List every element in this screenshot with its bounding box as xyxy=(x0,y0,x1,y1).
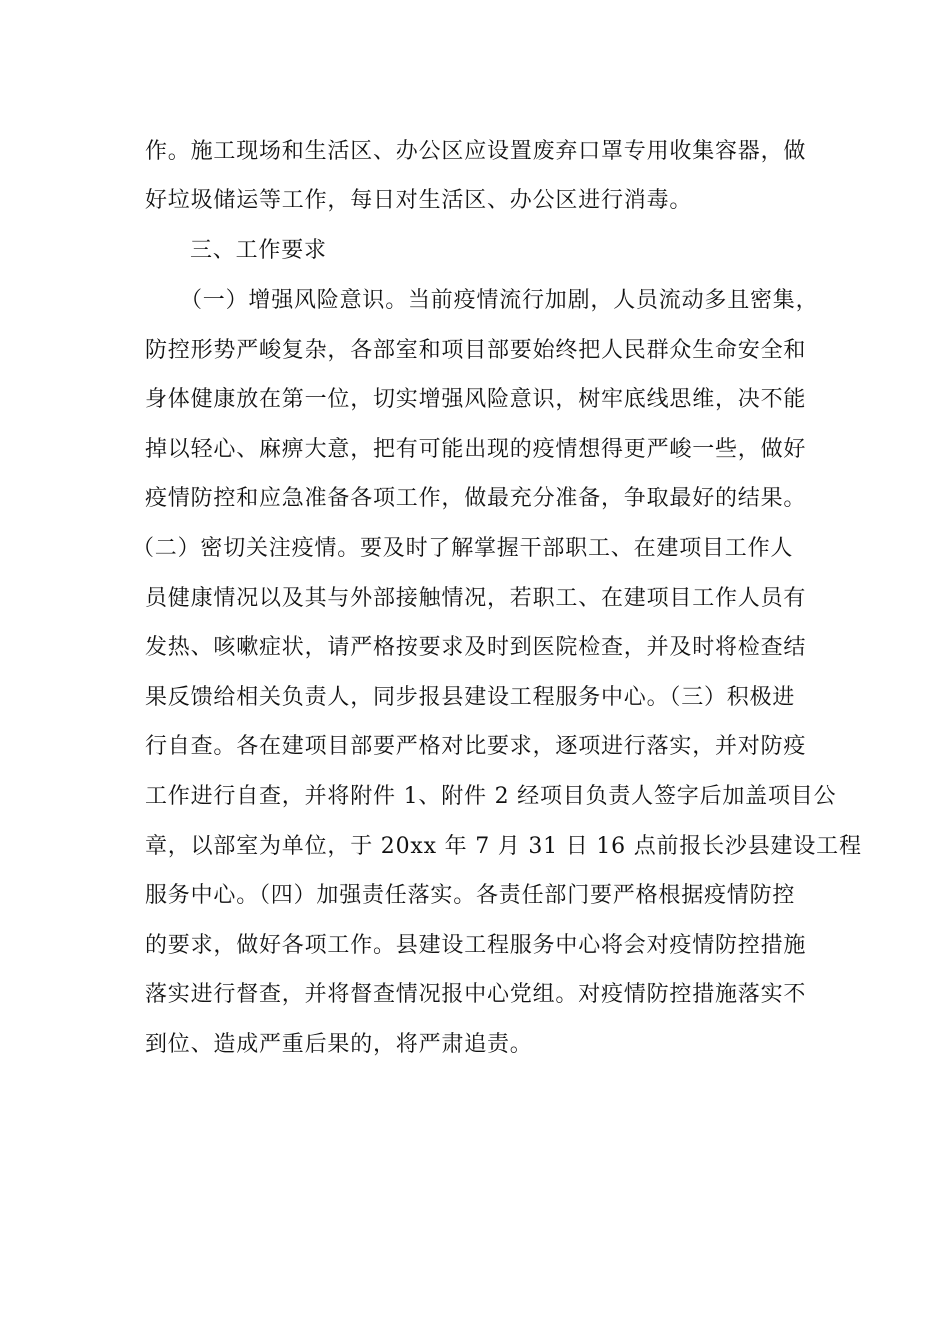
paragraph-line: 员健康情况以及其与外部接触情况，若职工、在建项目工作人员有 xyxy=(145,586,807,611)
section-heading: 三、工作要求 xyxy=(190,238,327,263)
paragraph-line: 落实进行督查，并将督查情况报中心党组。对疫情防控措施落实不 xyxy=(145,982,807,1007)
paragraph-line: 章，以部室为单位，于 20xx 年 7 月 31 日 16 点前报长沙县建设工程 xyxy=(145,834,862,859)
paragraph-line: （二）密切关注疫情。要及时了解掌握干部职工、在建项目工作人 xyxy=(132,536,794,561)
paragraph-line: 的要求，做好各项工作。县建设工程服务中心将会对疫情防控措施 xyxy=(145,933,807,958)
paragraph-line: 行自查。各在建项目部要严格对比要求，逐项进行落实，并对防疫 xyxy=(145,734,807,759)
paragraph-line: 服务中心。（四）加强责任落实。各责任部门要严格根据疫情防控 xyxy=(145,883,796,908)
paragraph-line: 工作进行自查，并将附件 1、附件 2 经项目负责人签字后加盖项目公 xyxy=(145,784,837,809)
paragraph-line: 掉以轻心、麻痹大意，把有可能出现的疫情想得更严峻一些，做好 xyxy=(145,437,807,462)
paragraph-line: 发热、咳嗽症状，请严格按要求及时到医院检查，并及时将检查结 xyxy=(145,635,807,660)
paragraph-line: 作。施工现场和生活区、办公区应设置废弃口罩专用收集容器，做 xyxy=(145,139,807,164)
paragraph-line: 好垃圾储运等工作，每日对生活区、办公区进行消毒。 xyxy=(145,188,693,213)
paragraph-line: 到位、造成严重后果的，将严肃追责。 xyxy=(145,1032,533,1057)
paragraph-line: 疫情防控和应急准备各项工作，做最充分准备，争取最好的结果。 xyxy=(145,486,807,511)
paragraph-line: （一）增强风险意识。当前疫情流行加剧，人员流动多且密集， xyxy=(180,288,819,313)
paragraph-line: 防控形势严峻复杂，各部室和项目部要始终把人民群众生命安全和 xyxy=(145,338,807,363)
paragraph-line: 果反馈给相关负责人，同步报县建设工程服务中心。（三）积极进 xyxy=(145,685,796,710)
paragraph-line: 身体健康放在第一位，切实增强风险意识，树牢底线思维，决不能 xyxy=(145,387,807,412)
